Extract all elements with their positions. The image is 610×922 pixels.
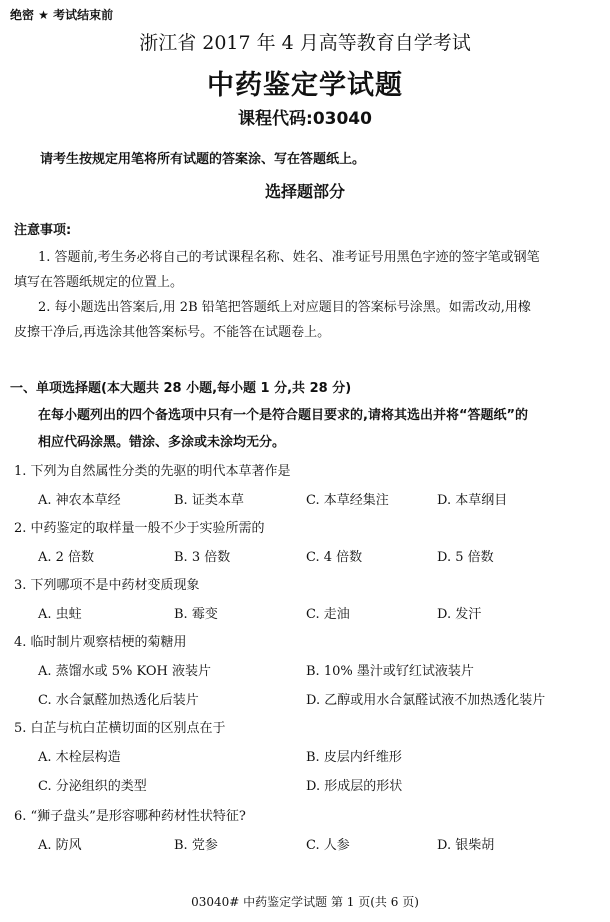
question-6-option-d: D. 银柴胡 xyxy=(437,838,495,853)
question-5-option-d: D. 形成层的形状 xyxy=(306,779,403,794)
question-4-option-d: D. 乙醇或用水合氯醛试液不加热透化装片 xyxy=(306,693,546,708)
subject-title: 中药鉴定学试题 xyxy=(207,70,403,101)
question-5: 5. 白芷与杭白芷横切面的区别点在于 xyxy=(14,721,226,736)
question-3-option-b: B. 霉变 xyxy=(174,607,218,622)
instruction: 请考生按规定用笔将所有试题的答案涂、写在答题纸上。 xyxy=(40,152,366,167)
question-4: 4. 临时制片观察桔梗的菊糖用 xyxy=(14,635,187,650)
question-6: 6. “狮子盘头”是形容哪种药材性状特征? xyxy=(14,809,246,824)
question-6-option-c: C. 人参 xyxy=(306,838,350,853)
question-1-option-a: A. 神农本草经 xyxy=(38,493,121,508)
note-2-line-1: 2. 每小题选出答案后,用 2B 铅笔把答题纸上对应题目的答案标号涂黑。如需改动,用橡 xyxy=(38,300,531,315)
part-description-line-1: 在每小题列出的四个备选项中只有一个是符合题目要求的,请将其选出并将“答题纸”的 xyxy=(38,408,529,423)
note-2-line-2: 皮擦干净后,再选涂其他答案标号。不能答在试题卷上。 xyxy=(14,325,331,340)
question-3: 3. 下列哪项不是中药材变质现象 xyxy=(14,578,200,593)
part-title: 一、单项选择题(本大题共 28 小题,每小题 1 分,共 28 分) xyxy=(10,381,352,396)
question-1-option-d: D. 本草纲目 xyxy=(437,493,508,508)
question-3-option-a: A. 虫蛀 xyxy=(38,607,82,622)
question-5-option-b: B. 皮层内纤维形 xyxy=(306,750,402,765)
exam-title: 浙江省 2017 年 4 月高等教育自学考试 xyxy=(139,32,471,54)
section-title: 选择题部分 xyxy=(264,182,345,201)
notes-title: 注意事项: xyxy=(14,223,72,238)
question-4-option-b: B. 10% 墨汁或钌红试液装片 xyxy=(306,664,474,679)
question-2-option-d: D. 5 倍数 xyxy=(437,550,494,565)
question-1-option-b: B. 证类本草 xyxy=(174,493,244,508)
question-6-option-a: A. 防风 xyxy=(38,838,82,853)
confidential-label: 绝密 ★ 考试结束前 xyxy=(10,8,114,22)
note-1-line-1: 1. 答题前,考生务必将自己的考试课程名称、姓名、准考证号用黑色字迹的签字笔或钢笔 xyxy=(38,250,540,265)
note-1-line-2: 填写在答题纸规定的位置上。 xyxy=(14,275,184,290)
question-1: 1. 下列为自然属性分类的先驱的明代本草著作是 xyxy=(14,464,291,479)
question-2: 2. 中药鉴定的取样量一般不少于实验所需的 xyxy=(14,521,265,536)
question-1-option-c: C. 本草经集注 xyxy=(306,493,389,508)
question-6-option-b: B. 党参 xyxy=(174,838,218,853)
question-5-option-a: A. 木栓层构造 xyxy=(38,750,121,765)
question-3-option-c: C. 走油 xyxy=(306,607,350,622)
question-2-option-c: C. 4 倍数 xyxy=(306,550,363,565)
question-3-option-d: D. 发汗 xyxy=(437,607,482,622)
question-5-option-c: C. 分泌组织的类型 xyxy=(38,779,147,794)
course-code: 课程代码:03040 xyxy=(238,109,372,129)
question-2-option-b: B. 3 倍数 xyxy=(174,550,231,565)
page-footer: 03040# 中药鉴定学试题 第 1 页(共 6 页) xyxy=(191,895,419,909)
part-description-line-2: 相应代码涂黑。错涂、多涂或未涂均无分。 xyxy=(38,435,286,450)
question-2-option-a: A. 2 倍数 xyxy=(38,550,95,565)
question-4-option-a: A. 蒸馏水或 5% KOH 液装片 xyxy=(38,664,212,679)
question-4-option-c: C. 水合氯醛加热透化后装片 xyxy=(38,693,199,708)
